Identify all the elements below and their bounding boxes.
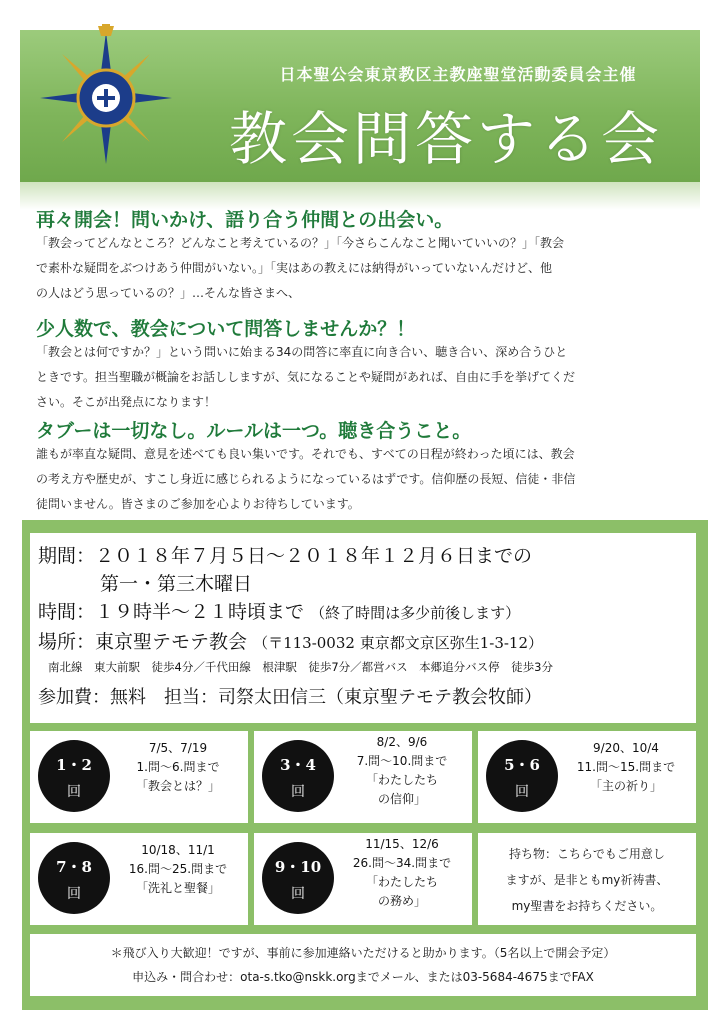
session-range: 16.問〜25.問まで xyxy=(128,862,228,876)
session-number-badge xyxy=(38,740,110,812)
text-line: ますが、是非ともmy祈祷書、 xyxy=(505,873,669,887)
place-text: 場所：東京聖テモテ教会 xyxy=(38,631,248,653)
text-line: の人はどう思っているの？」…そんな皆さまへ、 xyxy=(36,286,301,300)
session-dates: 9/20、10/4 xyxy=(593,741,659,755)
heading-no-taboo: タブーは一切なし。ルールは一つ。聴き合うこと。 xyxy=(36,420,472,442)
time-text: 時間：１９時半〜２１時頃まで xyxy=(38,601,305,623)
belongings-text xyxy=(486,841,688,919)
session-card xyxy=(254,833,472,925)
paragraph-intro xyxy=(36,231,696,306)
page-title: 教会問答する会 xyxy=(228,105,663,173)
session-number: 5・6 xyxy=(504,756,540,774)
session-card xyxy=(478,731,696,823)
session-topic-cont: の務め」 xyxy=(377,894,426,908)
session-topic: 「わたしたち xyxy=(365,875,438,889)
text-line: 「教会ってどんなところ？どんなこと考えているの？」「今さらこんなこと聞いていいの？」「教会 xyxy=(36,236,565,250)
session-range: 26.問〜34.問まで xyxy=(352,856,452,870)
contact-footer xyxy=(30,934,696,996)
session-number: 3・4 xyxy=(280,756,316,774)
session-dates: 11/15、12/6 xyxy=(365,837,439,851)
session-info xyxy=(338,835,466,911)
session-topic: 「主の祈り」 xyxy=(589,779,662,793)
session-range: 11.問〜15.問まで xyxy=(576,760,676,774)
text-line: 誰もが率直な疑問、意見を述べても良い集いです。それでも、すべての日程が終わった頃には、教会 xyxy=(36,447,575,461)
session-range: 1.問〜6.問まで xyxy=(136,760,220,774)
text-line: 徒問いません。皆さまのご参加を心よりお待ちしています。 xyxy=(36,497,360,511)
session-number: 1・2 xyxy=(56,756,92,774)
session-topic: 「わたしたち xyxy=(365,773,438,787)
session-info xyxy=(114,841,242,898)
paragraph-welcome xyxy=(36,442,696,517)
session-info xyxy=(562,739,690,796)
fee-text: 参加費：無料 担当：司祭太田信三（東京聖テモテ教会牧師） xyxy=(38,687,542,708)
session-kai: 回 xyxy=(291,784,305,800)
text-line: 持ち物：こちらでもご用意し xyxy=(509,847,665,861)
organizer-text: 日本聖公会東京教区主教座聖堂活動委員会主催 xyxy=(279,65,637,84)
session-kai: 回 xyxy=(291,886,305,902)
place-line xyxy=(38,627,543,654)
session-dates: 10/18、11/1 xyxy=(141,843,215,857)
compass-rose-emblem-icon xyxy=(36,24,176,164)
text-line: で素朴な疑問をぶつけあう仲間がいない。」「実はあの教えには納得がいっていないんだけど、他 xyxy=(36,261,553,275)
session-dates: 8/2、9/6 xyxy=(376,735,428,749)
session-card xyxy=(254,731,472,823)
session-topic-cont: の信仰」 xyxy=(377,792,426,806)
contact-info: 申込み・問合わせ：ota-s.tko@nskk.orgまでメール、または03-5684-4675までFAX xyxy=(132,970,594,984)
session-kai: 回 xyxy=(515,784,529,800)
text-line: さい。そこが出発点になります！ xyxy=(36,395,217,409)
access-text: 南北線 東大前駅 徒歩4分／千代田線 根津駅 徒歩7分／都営バス 本郷追分バス停 徒歩3分 xyxy=(48,660,553,674)
session-number: 9・10 xyxy=(274,858,322,876)
session-number-badge xyxy=(486,740,558,812)
text-line: my聖書をお持ちください。 xyxy=(511,899,663,913)
session-card xyxy=(30,833,248,925)
session-number: 7・8 xyxy=(56,858,92,876)
session-card xyxy=(30,731,248,823)
session-kai: 回 xyxy=(67,886,81,902)
belongings-note xyxy=(478,833,696,925)
text-line: の考え方や歴史が、すこし身近に感じられるようになっているはずです。信仰歴の長短、信徒・非信 xyxy=(36,472,576,486)
session-number-badge xyxy=(262,740,334,812)
time-line xyxy=(38,597,520,624)
time-note: （終了時間は多少前後します） xyxy=(310,604,521,622)
text-line: 「教会とは何ですか？」という問いに始まる34の問答に率直に向き合い、聴き合い、深め合うひと xyxy=(36,345,568,359)
session-dates: 7/5、7/19 xyxy=(148,741,208,755)
session-number-badge xyxy=(262,842,334,914)
schedule-details xyxy=(30,533,696,723)
session-info xyxy=(338,733,466,809)
heading-reopening: 再々開会！問いかけ、語り合う仲間との出会い。 xyxy=(36,209,454,231)
session-kai: 回 xyxy=(67,784,81,800)
period-days: 第一・第三木曜日 xyxy=(100,573,253,595)
walk-in-note: ＊飛び入り大歓迎！ですが、事前に参加連絡いただけると助かります。（5名以上で開会予定） xyxy=(110,946,616,960)
session-range: 7.問〜10.問まで xyxy=(356,754,448,768)
session-topic: 「洗礼と聖餐」 xyxy=(135,881,220,895)
paragraph-description xyxy=(36,340,696,415)
session-number-badge xyxy=(38,842,110,914)
place-address: （〒113-0032 東京都文京区弥生1-3-12） xyxy=(253,634,544,652)
session-info xyxy=(114,739,242,796)
period-text: 期間：２０１８年７月５日〜２０１８年１２月６日までの xyxy=(38,545,533,567)
text-line: ときです。担当聖職が概論をお話ししますが、気になることや疑問があれば、自由に手を挙げてくだ xyxy=(36,370,576,384)
heading-small-group: 少人数で、教会について問答しませんか？！ xyxy=(36,318,416,340)
session-topic: 「教会とは？」 xyxy=(135,779,220,793)
